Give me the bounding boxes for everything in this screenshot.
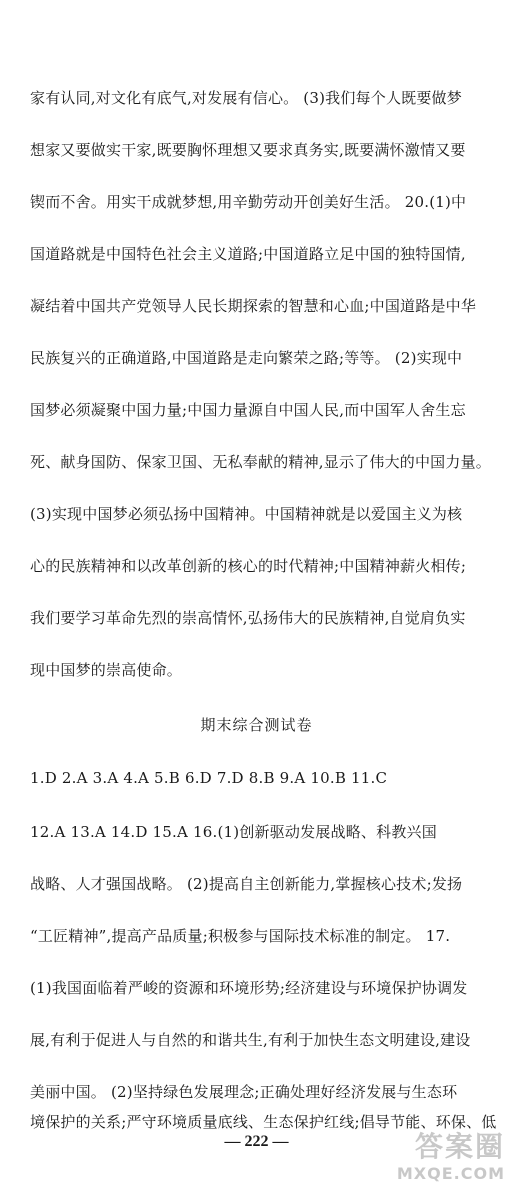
answers-line: 1.D 2.A 3.A 4.A 5.B 6.D 7.D 8.B 9.A 10.B 11.C [30,769,388,787]
text-line: “工匠精神”,提高产品质量;积极参与国际技术标准的制定。 17. [30,927,451,945]
text-line: 民族复兴的正确道路,中国道路是走向繁荣之路;等等。 (2)实现中 [30,349,463,367]
text-line: 美丽中国。 (2)坚持绿色发展理念;正确处理好经济发展与生态环 [30,1083,458,1101]
text-line: 死、献身国防、保家卫国、无私奉献的精神,显示了伟大的中国力量。 [30,453,491,471]
text-line: 家有认同,对文化有底气,对发展有信心。 (3)我们每个人既要做梦 [30,89,462,107]
watermark-text: 答案圈 [414,1130,505,1163]
text-line: 锲而不舍。用实干成就梦想,用辛勤劳动开创美好生活。 20.(1)中 [30,193,467,211]
text-line: 国道路就是中国特色社会主义道路;中国道路立足中国的独特国情, [30,245,466,263]
watermark-url: MXQE.COM [396,1164,505,1183]
text-line: 战略、人才强国战略。 (2)提高自主创新能力,掌握核心技术;发扬 [30,875,463,893]
text-line: 12.A 13.A 14.D 15.A 16.(1)创新驱动发展战略、科教兴国 [30,823,437,841]
text-line: 现中国梦的崇高使命。 [30,661,183,679]
text-line: 我们要学习革命先烈的崇高情怀,弘扬伟大的民族精神,自觉肩负实 [30,609,466,627]
watermark-logo [393,1130,505,1192]
text-line: 心的民族精神和以改革创新的核心的时代精神;中国精神薪火相传; [30,557,467,575]
page-number: — 222 — [224,1133,289,1150]
text-line: (3)实现中国梦必须弘扬中国精神。中国精神就是以爱国主义为核 [30,505,463,523]
section-title: 期末综合测试卷 [200,716,313,734]
text-line: 想家又要做实干家,既要胸怀理想又要求真务实,既要满怀激情又要 [30,141,466,159]
text-line: 境保护的关系;严守环境质量底线、生态保护红线;倡导节能、环保、低 [30,1113,497,1131]
text-line: (1)我国面临着严峻的资源和环境形势;经济建设与环境保护协调发 [30,979,468,997]
text-line: 凝结着中国共产党领导人民长期探索的智慧和心血;中国道路是中华 [30,297,477,315]
text-line: 国梦必须凝聚中国力量;中国力量源自中国人民,而中国军人舍生忘 [30,401,466,419]
text-line: 展,有利于促进人与自然的和谐共生,有利于加快生态文明建设,建设 [30,1031,471,1049]
